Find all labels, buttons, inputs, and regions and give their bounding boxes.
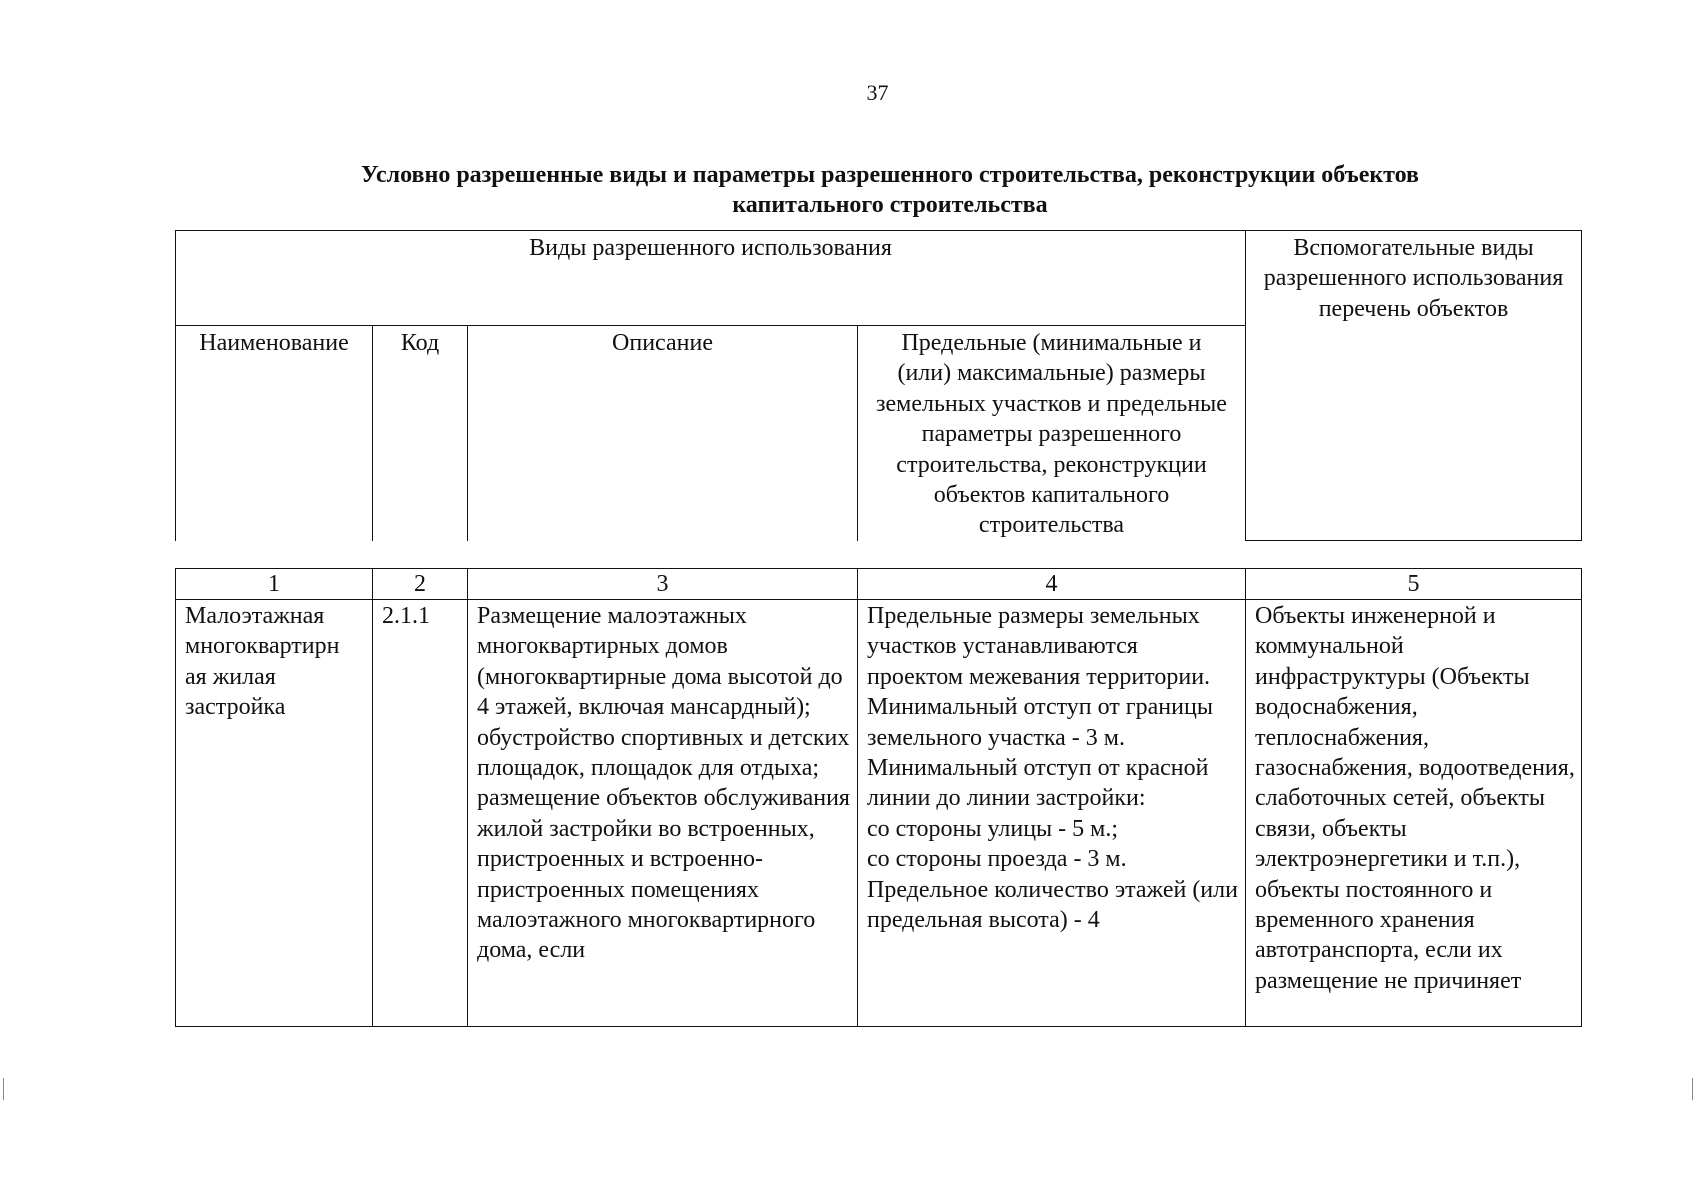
document-title [200, 160, 1580, 220]
cell-name [176, 600, 373, 1027]
cell-parameters [858, 600, 1246, 1027]
permitted-use-group-header: Виды разрешенного использования [176, 231, 1246, 326]
column-header-code: Код [373, 326, 468, 541]
column-number: 2 [373, 569, 468, 600]
auxiliary-use-label: Вспомогательные виды разрешенного использования [1263, 235, 1564, 292]
auxiliary-use-header [1246, 231, 1582, 541]
table-row [176, 600, 1582, 1027]
column-header-name: Наименование [176, 326, 373, 541]
cell-description [468, 600, 858, 1027]
data-table [175, 568, 1582, 1027]
cell-auxiliary [1246, 600, 1582, 1027]
document-title-line-1: Условно разрешенные виды и параметры разрешенного строительства, реконструкции объектов [360, 162, 1420, 188]
column-number: 5 [1246, 569, 1582, 600]
header-table [175, 230, 1582, 541]
cell-parameters-text: Предельные размеры земельных участков устанавливаются проектом межевания территории. Минимальный отступ от границы земельного участка - 3 м. Минимальный отступ от красной линии до линии застройки: со стороны улицы - 5 м.; со стороны проезда - 3 м. Предельное количество этажей (или предельная высота) - 4 [867, 603, 1238, 934]
cell-name-text: Малоэтажная многоквартирн ая жилая застройка [185, 603, 340, 721]
column-header-parameters: Предельные (минимальные и (или) максимальные) размеры земельных участков и предельные параметры разрешенного строительства, реконструкции объектов капитального строительства [858, 326, 1246, 541]
cell-code [373, 600, 468, 1027]
column-header-objects-list: перечень объектов [1318, 295, 1509, 322]
cell-code-text: 2.1.1 [382, 603, 430, 629]
scan-edge-mark-left [3, 1078, 4, 1100]
column-number: 3 [468, 569, 858, 600]
column-header-description: Описание [468, 326, 858, 541]
document-title-line-2: капитального строительства [732, 192, 1048, 218]
page-number: 37 [866, 80, 889, 105]
cell-auxiliary-text: Объекты инженерной и коммунальной инфраструктуры (Объекты водоснабжения, теплоснабжения, газоснабжения, водоотведения, слаботочных сетей, объекты связи, объекты электроэнергетики и т.п.), объекты постоянного и временного хранения автотранспорта, если их размещение не причиняет [1255, 603, 1575, 994]
cell-description-text: Размещение малоэтажных многоквартирных домов (многоквартирные дома высотой до 4 этажей, включая мансардный); обустройство спортивных и детских площадок, площадок для отдыха; размещение объектов обслуживания жилой застройки во встроенных, пристроенных и встроенно-пристроенных помещениях малоэтажного многоквартирного дома, если [477, 603, 850, 964]
scan-edge-mark-right [1692, 1078, 1693, 1100]
column-number: 4 [858, 569, 1246, 600]
column-number-row [176, 569, 1582, 600]
column-number: 1 [176, 569, 373, 600]
